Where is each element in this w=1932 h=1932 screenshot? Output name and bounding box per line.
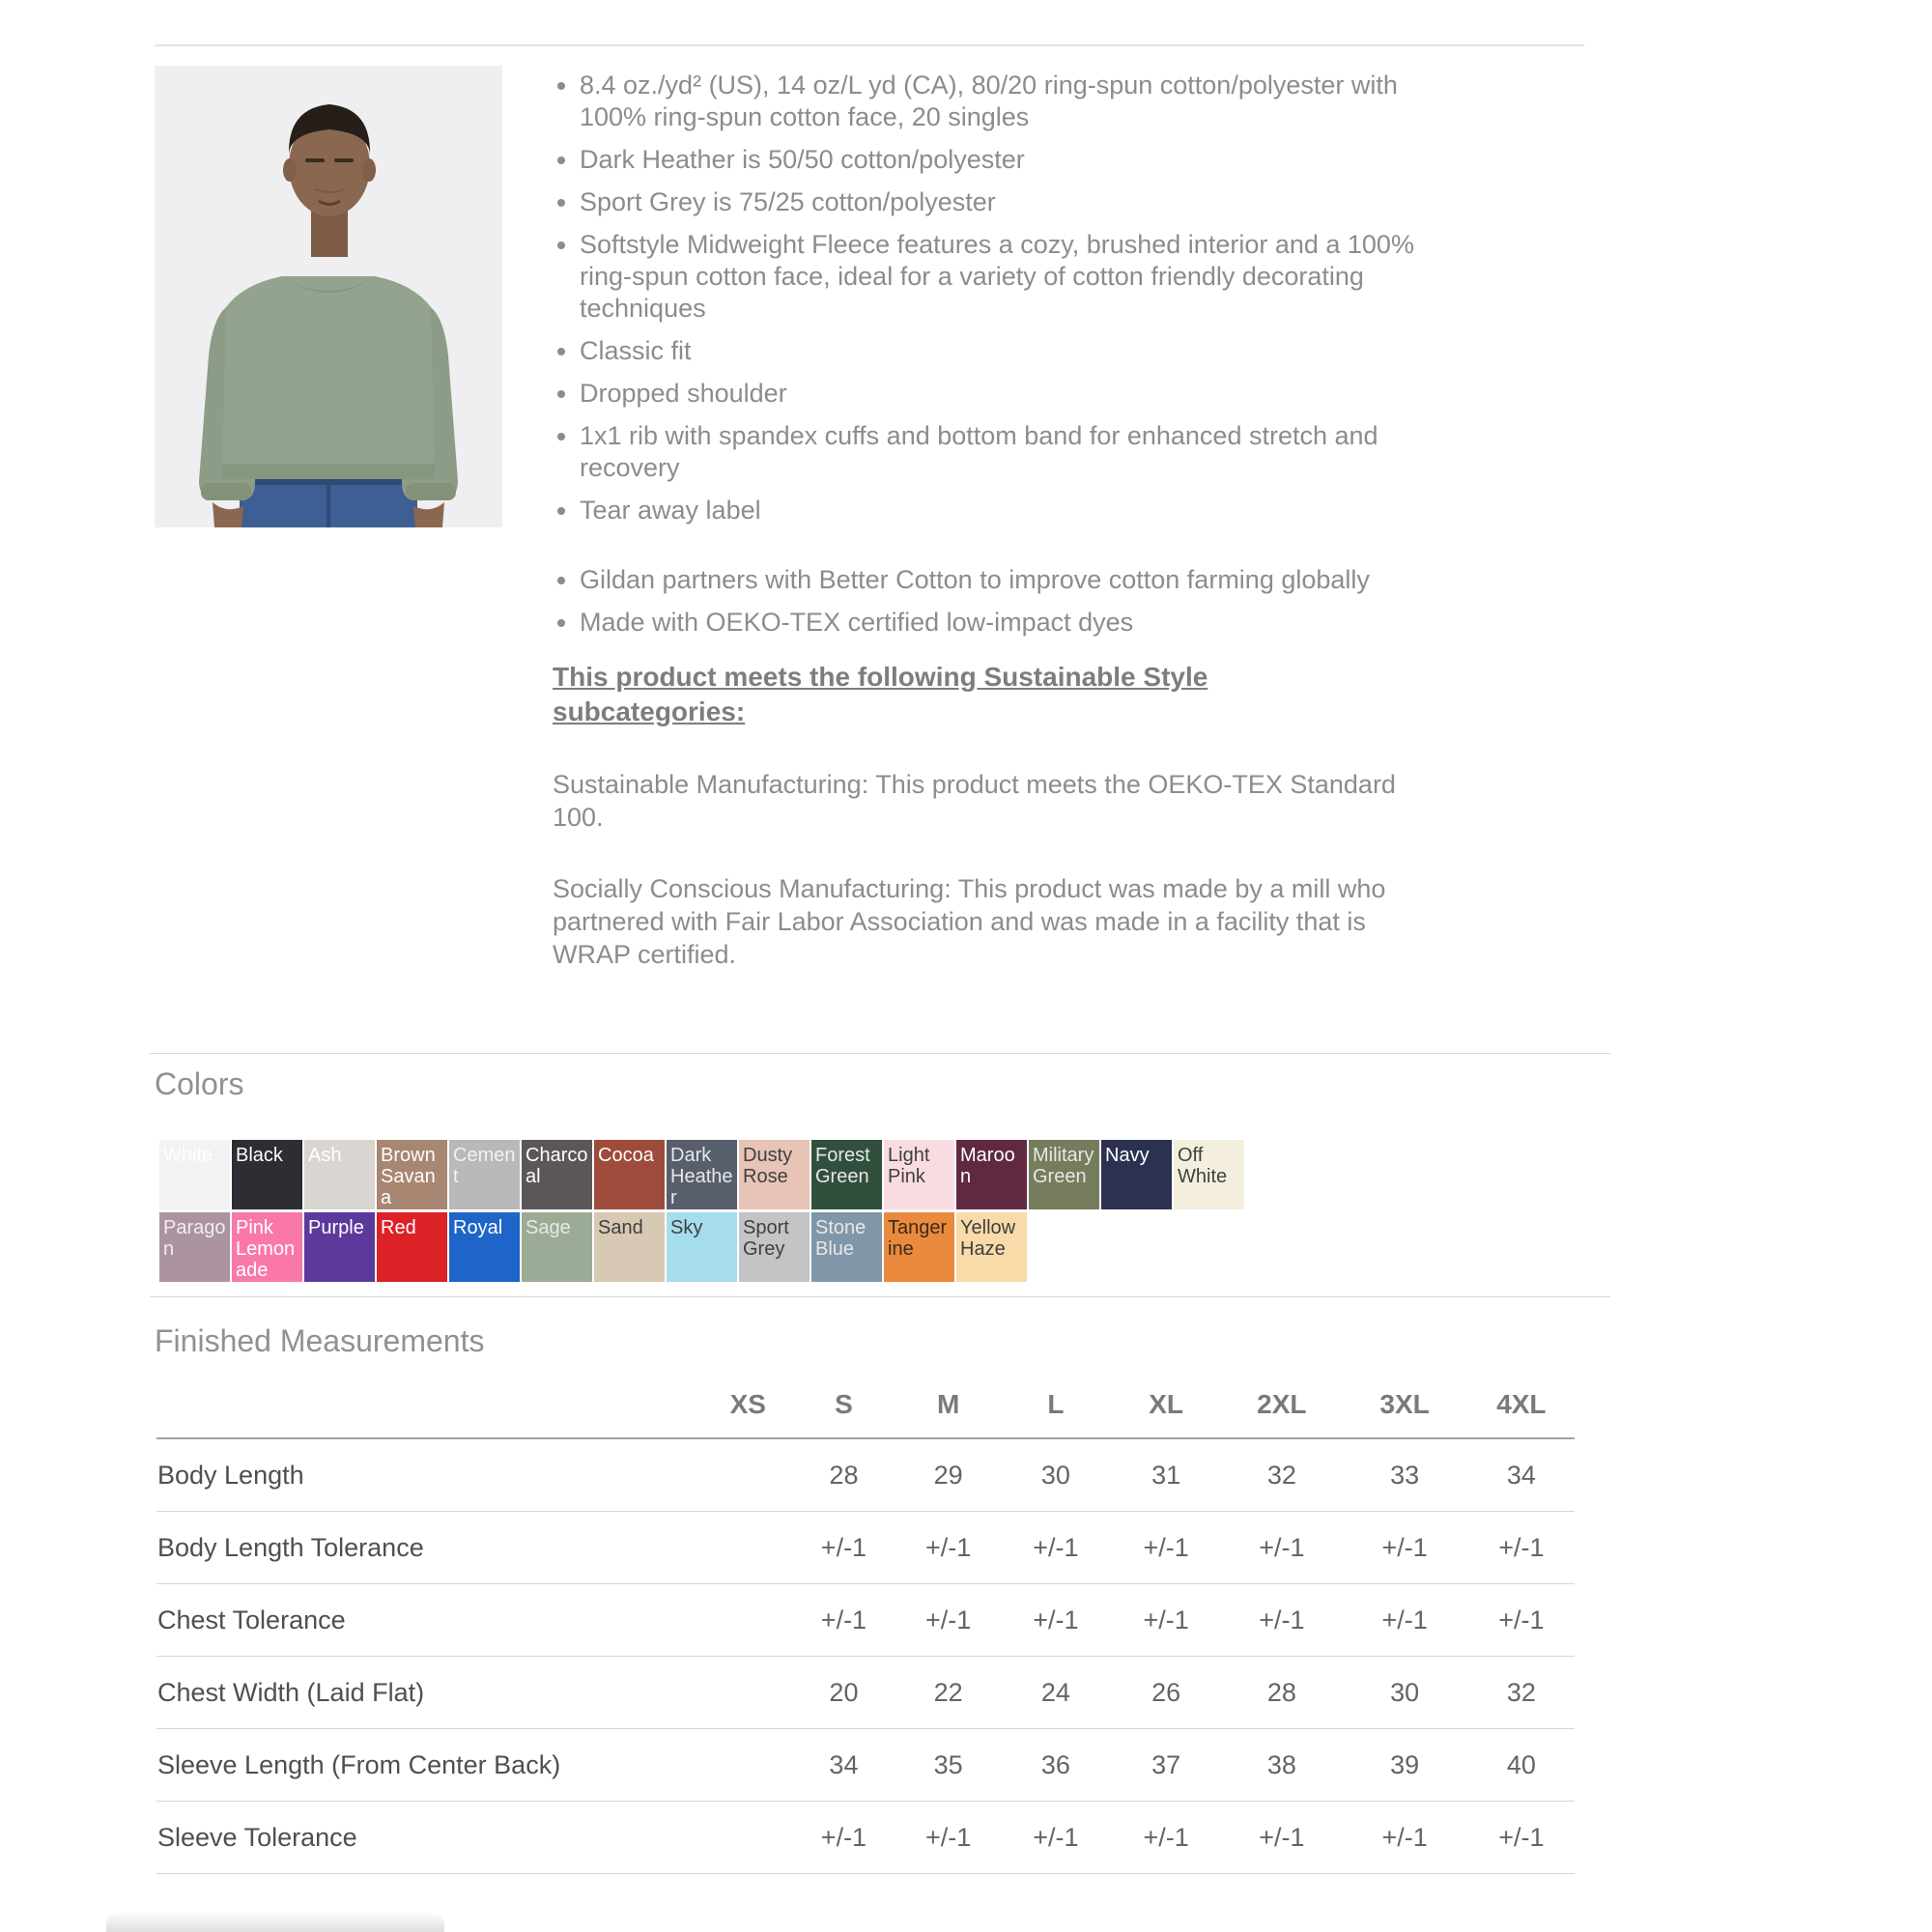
model-photo-illustration [155, 66, 502, 527]
measurement-value: 34 [1468, 1438, 1575, 1512]
color-swatch-row-1 [159, 1140, 1244, 1209]
color-swatch-red[interactable] [377, 1212, 447, 1282]
size-column-header-l: L [1002, 1376, 1110, 1438]
measurements-section-divider [150, 1296, 1610, 1297]
measurement-value: +/-1 [1002, 1802, 1110, 1874]
measurement-value: 28 [792, 1438, 895, 1512]
sustainability-bullet: • Made with OEKO-TEX certified low-impact dyes [580, 607, 1451, 639]
measurement-value: 35 [895, 1729, 1002, 1802]
color-swatch-label: Charcoal [526, 1145, 588, 1187]
size-column-header-2xl: 2XL [1222, 1376, 1341, 1438]
measurement-value: +/-1 [792, 1512, 895, 1584]
measurement-value: +/-1 [1002, 1584, 1110, 1657]
partially-visible-bottom-element [106, 1913, 444, 1932]
measurement-row-label: Body Length [156, 1438, 703, 1512]
measurement-value [703, 1584, 792, 1657]
feature-bullet: • Classic fit [580, 335, 1451, 367]
sustainable-style-heading: This product meets the following Sustainable Style subcategories: [553, 662, 1208, 726]
measurement-value: 30 [1341, 1657, 1467, 1729]
color-swatch-label: Black [236, 1145, 283, 1166]
measurement-value: +/-1 [1341, 1584, 1467, 1657]
measurement-value: 31 [1110, 1438, 1222, 1512]
color-swatch-sky[interactable] [667, 1212, 737, 1282]
feature-bullet: • Dropped shoulder [580, 378, 1451, 410]
color-swatch-label: Stone Blue [815, 1217, 867, 1260]
color-swatch-royal[interactable] [449, 1212, 520, 1282]
measurement-value [703, 1512, 792, 1584]
color-swatch-label: Tangerine [888, 1217, 948, 1260]
measurement-value [703, 1802, 792, 1874]
measurement-row-label: Chest Tolerance [156, 1584, 703, 1657]
measurement-value: 30 [1002, 1438, 1110, 1512]
measurement-value: +/-1 [1341, 1802, 1467, 1874]
measurement-value: +/-1 [1468, 1584, 1575, 1657]
measurement-value: 40 [1468, 1729, 1575, 1802]
color-swatch-white[interactable] [159, 1140, 230, 1209]
color-swatch-dusty-rose[interactable] [739, 1140, 810, 1209]
color-swatch-label: Cement [453, 1145, 516, 1187]
color-swatch-label: Paragon [163, 1217, 226, 1260]
color-swatch-cocoa[interactable] [594, 1140, 665, 1209]
measurement-value: 37 [1110, 1729, 1222, 1802]
measurement-value [703, 1729, 792, 1802]
measurement-value: 39 [1341, 1729, 1467, 1802]
size-column-header-m: M [895, 1376, 1002, 1438]
color-swatch-label: Maroon [960, 1145, 1015, 1187]
color-swatch-pink-lemonade[interactable] [232, 1212, 302, 1282]
color-swatch-military-green[interactable] [1029, 1140, 1099, 1209]
color-swatch-stone-blue[interactable] [811, 1212, 882, 1282]
measurement-value: +/-1 [895, 1802, 1002, 1874]
color-swatch-label: Military Green [1033, 1145, 1094, 1187]
color-swatch-label: Forest Green [815, 1145, 870, 1187]
color-swatch-label: Yellow Haze [960, 1217, 1016, 1260]
color-swatch-sport-grey[interactable] [739, 1212, 810, 1282]
measurement-value: +/-1 [1002, 1512, 1110, 1584]
measurement-value: 33 [1341, 1438, 1467, 1512]
color-swatch-label: Sport Grey [743, 1217, 789, 1260]
size-header-spacer [156, 1376, 703, 1438]
sustainable-manufacturing-paragraph: Sustainable Manufacturing: This product meets the OEKO-TEX Standard 100. [553, 770, 1396, 832]
measurement-row [156, 1438, 1575, 1512]
feature-bullet: • 8.4 oz./yd² (US), 14 oz/L yd (CA), 80/20 ring-spun cotton/polyester with 100% ring-spun cotton face, 20 singles [580, 70, 1451, 133]
feature-bullet: • 1x1 rib with spandex cuffs and bottom band for enhanced stretch and recovery [580, 420, 1451, 484]
measurements-table [156, 1376, 1575, 1874]
measurement-value: 38 [1222, 1729, 1341, 1802]
color-swatch-label: Sky [670, 1217, 703, 1238]
measurement-value: +/-1 [1341, 1512, 1467, 1584]
measurement-value: +/-1 [1468, 1802, 1575, 1874]
measurement-value: +/-1 [1222, 1512, 1341, 1584]
color-swatch-light-pink[interactable] [884, 1140, 954, 1209]
feature-bullet-list [553, 70, 1451, 526]
color-swatch-charcoal[interactable] [522, 1140, 592, 1209]
size-column-header-4xl: 4XL [1468, 1376, 1575, 1438]
measurement-value: +/-1 [1222, 1584, 1341, 1657]
color-swatch-forest-green[interactable] [811, 1140, 882, 1209]
measurement-value: 26 [1110, 1657, 1222, 1729]
measurement-value: +/-1 [1110, 1802, 1222, 1874]
color-swatch-label: Sand [598, 1217, 643, 1238]
measurement-value: 36 [1002, 1729, 1110, 1802]
measurement-row [156, 1729, 1575, 1802]
color-swatch-yellow-haze[interactable] [956, 1212, 1027, 1282]
measurement-value: +/-1 [792, 1802, 895, 1874]
product-photo [155, 66, 502, 527]
color-swatch-label: White [163, 1145, 213, 1166]
measurement-row [156, 1584, 1575, 1657]
measurement-row-label: Sleeve Length (From Center Back) [156, 1729, 703, 1802]
measurement-value: 22 [895, 1657, 1002, 1729]
sustainability-bullet: • Gildan partners with Better Cotton to improve cotton farming globally [580, 564, 1451, 596]
size-column-header-xs: XS [703, 1376, 792, 1438]
measurement-value: +/-1 [792, 1584, 895, 1657]
socially-conscious-paragraph: Socially Conscious Manufacturing: This product was made by a mill who partnered with Fair Labor Association and was made in a facility that is WRAP certified. [553, 874, 1386, 969]
color-swatch-tangerine[interactable] [884, 1212, 954, 1282]
color-swatch-label: Navy [1105, 1145, 1150, 1166]
measurement-value: +/-1 [1110, 1584, 1222, 1657]
measurement-value: +/-1 [1468, 1512, 1575, 1584]
color-swatch-off-white[interactable] [1174, 1140, 1244, 1209]
top-divider [155, 44, 1584, 46]
color-swatch-maroon[interactable] [956, 1140, 1027, 1209]
color-swatch-label: Light Pink [888, 1145, 930, 1187]
measurement-value: +/-1 [1110, 1512, 1222, 1584]
measurement-value: 20 [792, 1657, 895, 1729]
color-swatch-label: Brown Savana [381, 1145, 436, 1208]
color-swatch-cement[interactable] [449, 1140, 520, 1209]
feature-bullet: • Softstyle Midweight Fleece features a cozy, brushed interior and a 100% ring-spun cotton face, ideal for a variety of cotton friendly decorating techniques [580, 229, 1451, 325]
feature-bullet: • Sport Grey is 75/25 cotton/polyester [580, 186, 1451, 218]
color-swatch-label: Dark Heather [670, 1145, 733, 1208]
measurement-value [703, 1438, 792, 1512]
color-swatch-label: Red [381, 1217, 416, 1238]
colors-heading: Colors [155, 1066, 244, 1101]
color-swatch-sand[interactable] [594, 1212, 665, 1282]
color-swatch-brown-savana[interactable] [377, 1140, 447, 1209]
measurement-value: +/-1 [1222, 1802, 1341, 1874]
color-swatch-row-2 [159, 1212, 1027, 1282]
product-description [553, 70, 1451, 997]
measurement-row-label: Sleeve Tolerance [156, 1802, 703, 1874]
bullet-group-gap [553, 537, 1451, 564]
color-swatch-label: Sage [526, 1217, 571, 1238]
measurement-row-label: Body Length Tolerance [156, 1512, 703, 1584]
measurement-value: 29 [895, 1438, 1002, 1512]
color-swatch-label: Ash [308, 1145, 342, 1166]
color-swatch-label: Off White [1178, 1145, 1228, 1187]
measurement-value: 24 [1002, 1657, 1110, 1729]
color-swatch-black[interactable] [232, 1140, 302, 1209]
measurement-value: +/-1 [895, 1512, 1002, 1584]
color-swatch-label: Cocoa [598, 1145, 654, 1166]
measurement-row-label: Chest Width (Laid Flat) [156, 1657, 703, 1729]
measurement-row [156, 1512, 1575, 1584]
size-column-header-3xl: 3XL [1341, 1376, 1467, 1438]
feature-bullet: • Tear away label [580, 495, 1451, 526]
color-swatch-label: Dusty Rose [743, 1145, 793, 1187]
color-swatch-purple[interactable] [304, 1212, 375, 1282]
color-swatch-label: Pink Lemonade [236, 1217, 296, 1281]
color-swatch-dark-heather[interactable] [667, 1140, 737, 1209]
size-column-header-xl: XL [1110, 1376, 1222, 1438]
measurement-value [703, 1657, 792, 1729]
colors-section-divider [150, 1053, 1610, 1054]
color-swatch-paragon[interactable] [159, 1212, 230, 1282]
measurement-value: 28 [1222, 1657, 1341, 1729]
size-column-header-s: S [792, 1376, 895, 1438]
feature-bullet: • Dark Heather is 50/50 cotton/polyester [580, 144, 1451, 176]
finished-measurements-heading: Finished Measurements [155, 1323, 485, 1358]
measurement-value: +/-1 [895, 1584, 1002, 1657]
measurement-row [156, 1802, 1575, 1874]
color-swatch-label: Purple [308, 1217, 364, 1238]
measurement-value: 34 [792, 1729, 895, 1802]
measurement-row [156, 1657, 1575, 1729]
measurement-value: 32 [1468, 1657, 1575, 1729]
color-swatch-navy[interactable] [1101, 1140, 1172, 1209]
color-swatch-ash[interactable] [304, 1140, 375, 1209]
color-swatch-sage[interactable] [522, 1212, 592, 1282]
measurement-value: 32 [1222, 1438, 1341, 1512]
color-swatch-label: Royal [453, 1217, 503, 1238]
sustainability-bullet-list [553, 564, 1451, 639]
